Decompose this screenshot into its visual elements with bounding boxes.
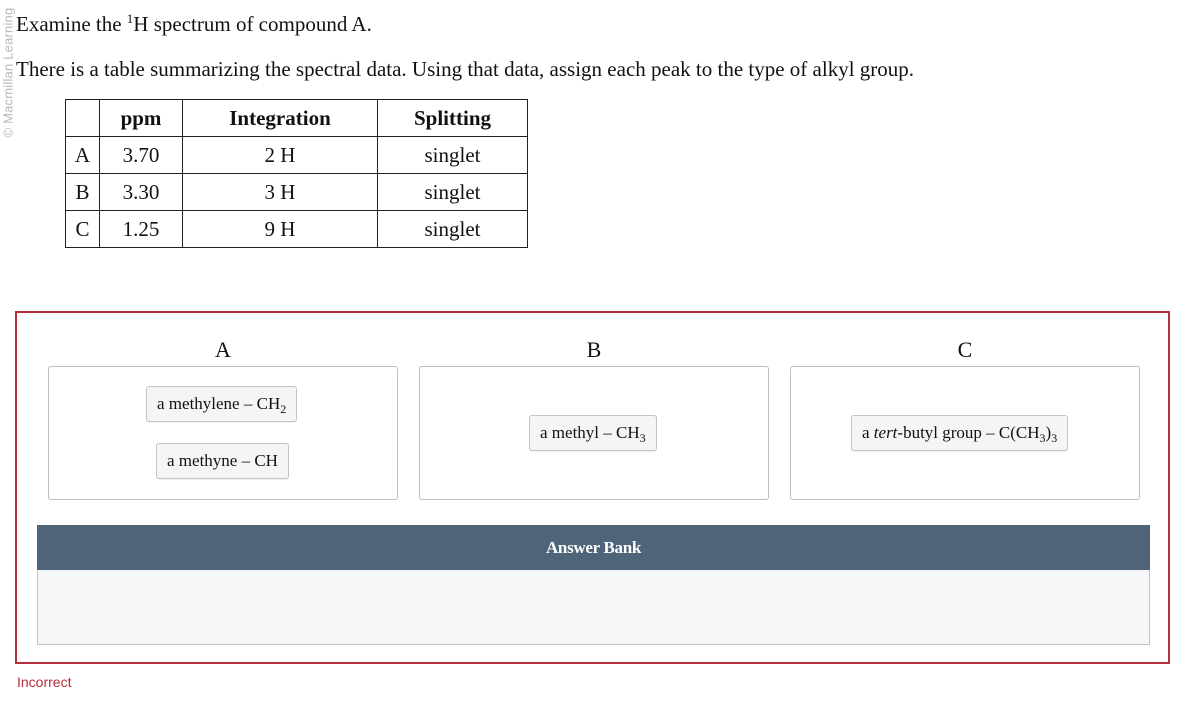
answer-chip-methylene[interactable]: [146, 386, 297, 422]
spectral-data-table: [65, 99, 528, 248]
table-row: [66, 137, 528, 174]
chip-text: a methyne – CH: [167, 451, 278, 470]
status-message: Incorrect: [17, 674, 72, 690]
drop-zone-a[interactable]: [48, 366, 398, 500]
table-cell-splitting: singlet: [378, 211, 528, 248]
table-cell-integration: 2 H: [183, 137, 378, 174]
question-line-1: [16, 11, 372, 37]
drop-zone-b[interactable]: [419, 366, 769, 500]
table-cell-peak: C: [66, 211, 100, 248]
answer-chip-tert-butyl[interactable]: [851, 415, 1068, 451]
isotope-superscript: 1: [126, 11, 134, 26]
table-row: [66, 174, 528, 211]
answer-bank-header: Answer Bank: [37, 525, 1150, 570]
answer-bank-area[interactable]: [37, 570, 1150, 645]
answer-chip-methyl[interactable]: [529, 415, 657, 451]
chip-text-prefix: a: [862, 423, 874, 442]
zone-label-c: C: [957, 337, 973, 362]
table-cell-integration: 3 H: [183, 174, 378, 211]
question-line-2: There is a table summarizing the spectral data. Using that data, assign each peak to the type of alkyl group.: [16, 57, 915, 81]
table-header-splitting: Splitting: [378, 100, 528, 137]
chip-text: -butyl group – C(CH: [897, 423, 1040, 442]
table-cell-ppm: 3.30: [100, 174, 183, 211]
table-header-integration: Integration: [183, 100, 378, 137]
zone-label-b: B: [586, 337, 602, 362]
drop-zone-c[interactable]: [790, 366, 1140, 500]
answer-chip-methyne[interactable]: [156, 443, 289, 479]
table-cell-peak: B: [66, 174, 100, 211]
table-cell-integration: 9 H: [183, 211, 378, 248]
chip-subscript: 3: [1039, 431, 1046, 445]
table-cell-splitting: singlet: [378, 174, 528, 211]
table-header-cell: [66, 100, 100, 137]
question-prefix: Examine the: [16, 12, 127, 36]
table-header-ppm: ppm: [100, 100, 183, 137]
chip-subscript: 3: [639, 431, 646, 445]
drag-and-drop-question: [15, 311, 1170, 664]
table-header-row: [66, 100, 528, 137]
table-cell-ppm: 3.70: [100, 137, 183, 174]
chip-subscript: 2: [280, 402, 287, 416]
table-cell-peak: A: [66, 137, 100, 174]
chip-text: a methylene – CH: [157, 394, 281, 413]
chip-subscript-outer: 3: [1051, 431, 1058, 445]
table-cell-ppm: 1.25: [100, 211, 183, 248]
table-cell-splitting: singlet: [378, 137, 528, 174]
chip-text-close: ): [1045, 423, 1052, 442]
zone-label-a: A: [215, 337, 231, 362]
chip-text-italic: tert: [873, 423, 898, 442]
table-row: [66, 211, 528, 248]
chip-text: a methyl – CH: [540, 423, 640, 442]
question-suffix: H spectrum of compound A.: [133, 12, 372, 36]
copyright-watermark: © Macmillan Learning: [0, 7, 16, 138]
